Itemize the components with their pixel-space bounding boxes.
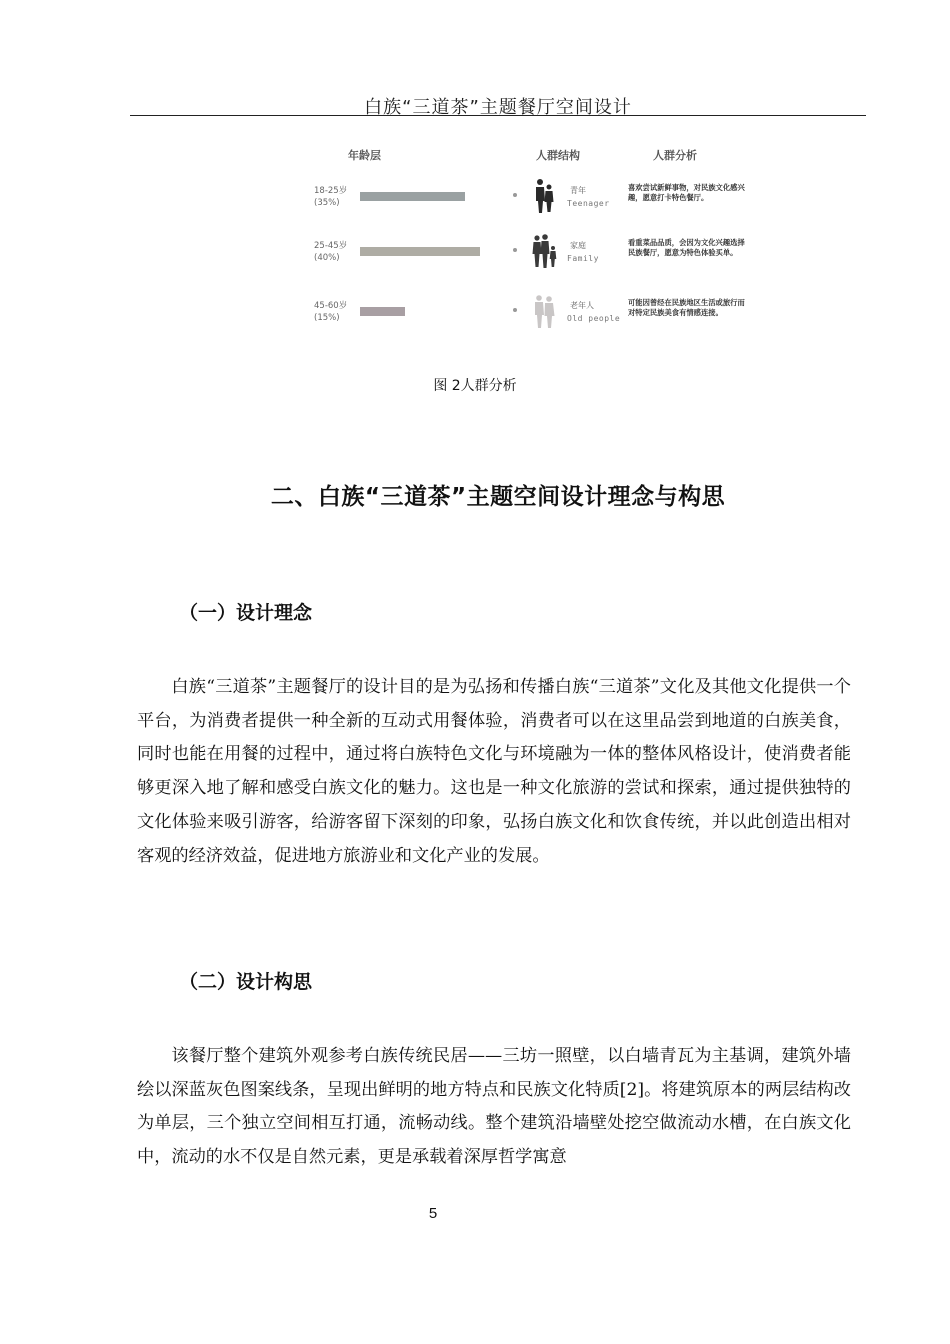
- bullet-dot: [513, 193, 517, 197]
- group-label-cn: 青年: [570, 186, 586, 195]
- subheading-design-concept: （一）设计理念: [179, 602, 313, 624]
- page-number: 5: [428, 1205, 438, 1222]
- family-figures-icon: [530, 233, 560, 271]
- figure-row-teen: [300, 185, 755, 235]
- figure-caption: 图 2人群分析: [433, 378, 517, 394]
- age-bar: [360, 192, 465, 201]
- group-label-en: Family: [567, 254, 599, 263]
- running-header: 白族“三道茶”主题餐厅空间设计: [364, 97, 632, 118]
- bullet-dot: [513, 308, 517, 312]
- teenager-figures-icon: [530, 178, 560, 216]
- group-label-cn: 家庭: [570, 241, 586, 250]
- group-label-en: Old people: [567, 314, 621, 323]
- age-range: 45-60岁: [314, 301, 348, 311]
- age-bar: [360, 307, 405, 316]
- age-range: 25-45岁: [314, 241, 348, 251]
- analysis-text: 看重菜品品质，会因为文化兴趣选择民族餐厅，愿意为特色体验买单。: [628, 238, 745, 257]
- structure-column-heading: 人群结构: [536, 149, 580, 162]
- paragraph-design-idea: 该餐厅整个建筑外观参考白族传统民居——三坊一照壁，以白墙青瓦为主基调，建筑外墙绘以深蓝灰色图案线条，呈现出鲜明的地方特点和民族文化特质[2]。将建筑原本的两层结构改为单层，三个独立空间相互打通，流畅动线。整个建筑沿墙壁处挖空做流动水槽，在白族文化中，流动的水不仅是自然元素，更是承载着深厚哲学寓意: [137, 1046, 851, 1168]
- elderly-figures-icon: [530, 293, 560, 331]
- age-column-heading: 年龄层: [348, 149, 381, 162]
- bullet-dot: [513, 248, 517, 252]
- analysis-text: 可能因曾经在民族地区生活或旅行而对特定民族美食有情感连接。: [628, 298, 745, 317]
- age-share: (15%): [314, 313, 340, 323]
- figure-row-family: [300, 240, 755, 290]
- age-range: 18-25岁: [314, 186, 348, 196]
- subheading-design-idea: （二）设计构思: [179, 971, 313, 993]
- figure-row-elderly: [300, 300, 755, 350]
- group-label-en: Teenager: [567, 199, 610, 208]
- analysis-column-heading: 人群分析: [653, 149, 697, 162]
- age-bar: [360, 247, 480, 256]
- age-label: [314, 185, 358, 209]
- paragraph-design-concept: 白族“三道茶”主题餐厅的设计目的是为弘扬和传播白族“三道茶”文化及其他文化提供一个平台，为消费者提供一种全新的互动式用餐体验，消费者可以在这里品尝到地道的白族美食，同时也能在用餐的过程中，通过将白族特色文化与环境融为一体的整体风格设计，使消费者能够更深入地了解和感受白族文化的魅力。这也是一种文化旅游的尝试和探索，通过提供独特的文化体验来吸引游客，给游客留下深刻的印象，弘扬白族文化和饮食传统，并以此创造出相对客观的经济效益，促进地方旅游业和文化产业的发展。: [137, 677, 851, 866]
- section-heading: 二、白族“三道茶”主题空间设计理念与构思: [270, 484, 726, 510]
- crowd-analysis-figure: [300, 140, 755, 340]
- group-label-cn: 老年人: [570, 301, 594, 310]
- age-share: (40%): [314, 253, 340, 263]
- age-share: (35%): [314, 198, 340, 208]
- age-label: [314, 300, 358, 324]
- header-rule: [130, 115, 866, 116]
- age-label: [314, 240, 358, 264]
- analysis-text: 喜欢尝试新鲜事物，对民族文化感兴趣，愿意打卡特色餐厅。: [628, 183, 745, 202]
